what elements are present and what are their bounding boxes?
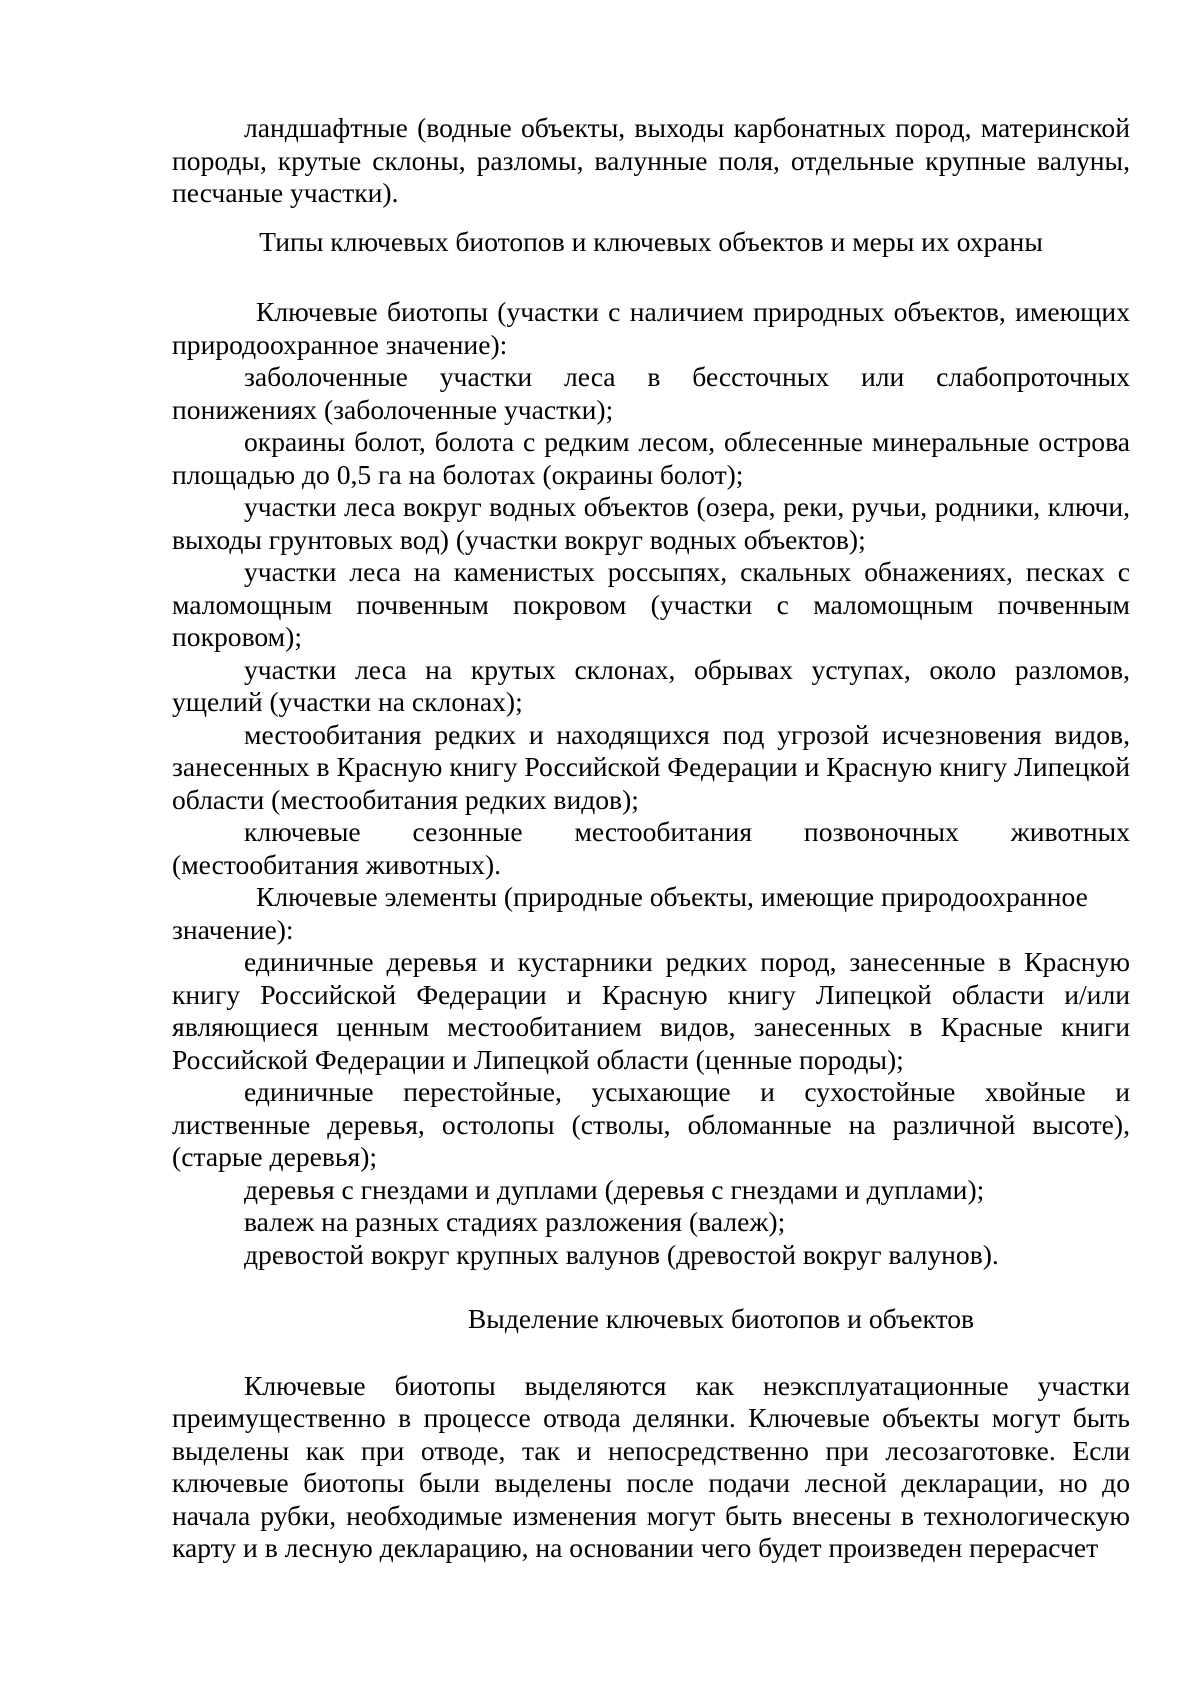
paragraph-allocation: Ключевые биотопы выделяются как неэксплуатационные участки преимущественно в процессе отвода делянки. Ключевые объекты могут быть выделены как при отводе, так и непосредственно при лесозаготовке. Если ключевые биотопы были выделены после подачи лесной декларации, но до начала рубки, необходимые изменения могут быть внесены в технологическую карту и в лесную декларацию, на основании чего будет произведен перерасчет [172, 1369, 1130, 1563]
list-item-biotope: местообитания редких и находящихся под угрозой исчезновения видов, занесенных в Красную книгу Российской Федерации и Красную книгу Липецкой области (местообитания редких видов); [172, 718, 1130, 815]
list-item-element: деревья с гнездами и дуплами (деревья с гнездами и дуплами); [244, 1173, 985, 1205]
paragraph-biotopes-intro: Ключевые биотопы (участки с наличием природных объектов, имеющих природоохранное значение): [172, 296, 1130, 360]
list-item-biotope: ключевые сезонные местообитания позвоночных животных (местообитания животных). [172, 816, 1130, 880]
list-item-biotope: участки леса на крутых склонах, обрывах уступах, около разломов, ущелий (участки на склонах); [172, 653, 1130, 717]
list-item-biotope: участки леса на каменистых россыпях, скальных обнажениях, песках с маломощным почвенным покровом (участки с маломощным почвенным покровом); [172, 556, 1130, 652]
list-item-element: валеж на разных стадиях разложения (валеж); [244, 1206, 786, 1237]
list-item-element: единичные перестойные, усыхающие и сухостойные хвойные и лиственные деревья, остолопы (стволы, обломанные на различной высоте), (старые деревья); [172, 1076, 1130, 1172]
section-heading-types: Типы ключевых биотопов и ключевых объектов и меры их охраны [259, 225, 1043, 257]
list-item-element: древостой вокруг крупных валунов (древостой вокруг валунов). [244, 1238, 999, 1270]
list-item-biotope: заболоченные участки леса в бессточных или слабопроточных понижениях (заболоченные участки); [172, 361, 1130, 425]
list-item-biotope: окраины болот, болота с редким лесом, облесенные минеральные острова площадью до 0,5 га на болотах (окраины болот); [172, 426, 1130, 490]
list-item-element: единичные деревья и кустарники редких пород, занесенные в Красную книгу Российской Федерации и Красную книгу Липецкой области и/или являющиеся ценным местообитанием видов, занесенных в Красные книги Российской Федерации и Липецкой области (ценные породы); [172, 946, 1130, 1075]
section-heading-allocation: Выделение ключевых биотопов и объектов [467, 1303, 975, 1334]
list-item-biotope: участки леса вокруг водных объектов (озера, реки, ручьи, родники, ключи, выходы грунтовых вод) (участки вокруг водных объектов); [172, 491, 1130, 555]
paragraph-landscape: ландшафтные (водные объекты, выходы карбонатных пород, материнской породы, крутые склоны, разломы, валунные поля, отдельные крупные валуны, песчаные участки). [172, 112, 1130, 208]
paragraph-elements-intro: Ключевые элементы (природные объекты, имеющие природоохранное значение): [172, 881, 1088, 945]
document-page [172, 112, 1130, 1565]
